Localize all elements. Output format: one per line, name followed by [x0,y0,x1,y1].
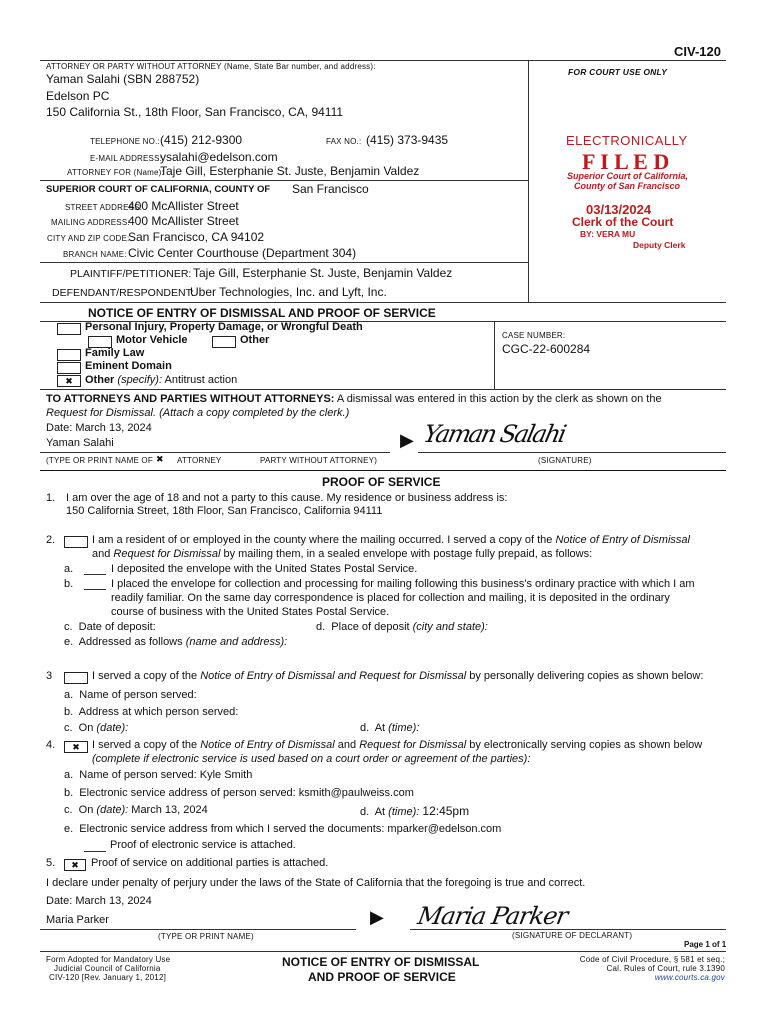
attorney-for-value: Taje Gill, Esterphanie St. Juste, Benjamin Valdez [160,164,420,178]
option-other-specify-label: Other [85,374,115,386]
notice-date: Date: March 13, 2024 [46,422,152,434]
footer-left-3: CIV-120 [Rev. January 1, 2012] [49,973,167,982]
footer-left-1: Form Adopted for Mandatory Use [46,955,171,964]
electronically-stamp: ELECTRONICALLY [566,133,688,148]
attorney-for-label: ATTORNEY FOR (Name): [67,168,164,177]
option-motor-vehicle: Motor Vehicle [116,334,188,346]
item-3a-label: Name of person served: [79,689,197,701]
telephone-value: (415) 212-9300 [160,133,243,147]
item-3-text-2: by personally delivering copies as shown below: [469,670,704,682]
option-other-value: Antitrust action [164,374,238,386]
item-4-italic-2: Request for Dismissal [359,739,467,751]
declaration-date: Date: March 13, 2024 [46,895,152,907]
item-4c-label: On [78,804,94,816]
declaration: I declare under penalty of perjury under the laws of the State of California that the foregoing is true and correct. [46,877,586,889]
branch-value: Civic Center Courthouse (Department 304) [128,246,357,260]
branch-label: BRANCH NAME: [63,250,127,259]
option-other-specify [85,374,237,386]
item-2b-line1: I placed the envelope for collection and processing for mailing following this business's ordinary practice with which I am [111,578,695,590]
to-attorneys-text: A dismissal was entered in this action by the clerk as shown on the [336,393,662,405]
item-1-number: 1. [46,492,56,504]
plaintiff-label: PLAINTIFF/PETITIONER: [70,268,192,280]
email-value: ysalahi@edelson.com [160,150,278,164]
item-2-italic-a: Notice of Entry of Dismissal [555,534,690,546]
item-4d-value: 12:45pm [422,804,470,818]
item-4d-label: At [374,806,386,818]
item-4c: c. On (date): March 13, 2024 [64,804,208,816]
item-2-text-b1: and [92,548,111,560]
declarant-signature-rule [410,929,726,930]
item-2d-label: Place of deposit [331,621,410,633]
item-2b-line2: readily familiar. On the same day correspondence is placed for collection and mailing, it is deposited in the ordinary [111,592,670,604]
attorney-signature: Yaman Salahi [421,420,568,448]
party-option: PARTY WITHOUT ATTORNEY) [260,456,378,465]
option-personal-injury: Personal Injury, Property Damage, or Wrongful Death [85,321,363,333]
item-4c-italic: (date): [96,804,129,816]
item-4b-text: Electronic service address of person served: ksmith@paulweiss.com [79,787,414,799]
plaintiff-value: Taje Gill, Esterphanie St. Juste, Benjamin Valdez [193,266,453,280]
attorney-check-icon: ✖ [156,454,164,464]
item-2d: d. Place of deposit (city and state): [316,621,488,633]
options-rule [40,389,726,390]
item-2-line1 [92,534,690,546]
street-label: STREET ADDRESS: [65,203,143,212]
footer-center-1: NOTICE OF ENTRY OF DISMISSAL [282,955,480,969]
item-3d-italic: (time): [388,722,420,734]
declarant-name: Maria Parker [46,914,109,926]
pos-top-rule [40,470,726,471]
item-3c-label: On [78,722,94,734]
city-label: CITY AND ZIP CODE: [47,234,130,243]
item-3b-label: Address at which person served: [78,706,239,718]
item-2e: e. Addressed as follows (name and address): [64,636,288,648]
arrow-pointer-icon: ▶ [400,430,414,450]
item-3a: a. Name of person served: [64,689,197,701]
notice-title: NOTICE OF ENTRY OF DISMISSAL AND PROOF OF SERVICE [88,306,436,320]
attorney-block-rule [40,180,528,181]
item-2e-italic: (name and address): [185,636,288,648]
street-value: 400 McAllister Street [128,199,239,213]
stamp-clerk: Clerk of the Court [572,215,674,229]
item-2-number: 2. [46,534,56,546]
item-4-number: 4. [46,739,56,751]
signature-rule [418,452,726,453]
item-2b-line3: course of business with the United States Postal Service. [111,606,390,618]
attorney-firm: Edelson PC [46,89,110,103]
stamp-court-line2: County of San Francisco [574,181,681,191]
item-2a-blank[interactable] [84,574,106,575]
item-4e-text: Electronic service address from which I served the documents: mparker@edelson.com [79,823,502,835]
stamp-date: 03/13/2024 [586,202,652,217]
item-2d-italic: (city and state): [412,621,488,633]
item-3b: b. Address at which person served: [64,706,239,718]
item-3d-label: At [374,722,386,734]
checkbox-item-3[interactable] [64,672,88,684]
option-family-law: Family Law [85,347,145,359]
form-id: CIV-120 [674,44,721,59]
attorney-option: ATTORNEY [177,456,222,465]
item-5: Proof of service on additional parties is attached. [91,857,329,869]
footer-center-2: AND PROOF OF SERVICE [308,970,456,984]
stamp-by: BY: VERA MU [580,229,636,239]
item-2a: I deposited the envelope with the United States Postal Service. [111,563,418,575]
page-number: Page 1 of 1 [684,940,727,949]
item-2c-label: Date of deposit: [78,621,156,633]
item-2e-label: Addressed as follows [78,636,183,648]
item-4d-italic: (time): [388,806,420,818]
item-2b-blank[interactable] [84,589,106,590]
stamp-court-line1: Superior Court of California, [567,171,689,181]
request-line: Request for Dismissal. (Attach a copy completed by the clerk.) [46,407,350,419]
checkbox-family-law[interactable] [57,349,81,361]
signature-label: (SIGNATURE) [538,456,592,465]
checkbox-other-pi[interactable] [212,336,236,348]
to-attorneys-bold: TO ATTORNEYS AND PARTIES WITHOUT ATTORNEYS: [46,393,335,405]
case-number-label: CASE NUMBER: [502,331,566,340]
item-3c: c. On (date): [64,722,129,734]
court-block-rule [40,262,528,263]
footer-left-2: Judicial Council of California [54,964,161,973]
arrow-pointer-icon-2: ▶ [370,907,384,927]
court-use-divider [528,60,529,302]
checkbox-item-4[interactable]: ✖ [64,741,88,753]
footer-rule [40,951,726,952]
attorney-address: 150 California St., 18th Floor, San Francisco, CA, 94111 [46,105,344,119]
email-label: E-MAIL ADDRESS: [90,154,163,163]
item-4b: b. Electronic service address of person served: ksmith@paulweiss.com [64,787,414,799]
item-4c-value: March 13, 2024 [131,804,208,816]
checkbox-item-5[interactable]: ✖ [64,859,86,871]
item-2-text-b2: by mailing them, in a sealed envelope with postage fully prepaid, as follows: [223,548,593,560]
item-2c: c. Date of deposit: [64,621,156,633]
item-4-text-2: and [337,739,357,751]
option-other-pi: Other [240,334,270,346]
case-number-value: CGC-22-600284 [502,342,591,356]
checkbox-other-specify[interactable]: ✖ [57,375,81,387]
item-4-text-1: I served a copy of the [92,739,198,751]
item-3-line [92,670,703,682]
filed-stamp: F I L E D [582,149,670,174]
item-4f-blank[interactable] [84,851,106,852]
type-print-label: (TYPE OR PRINT NAME OF [46,456,153,465]
header-top-rule [40,60,726,61]
item-2a-letter: a. [64,563,74,575]
item-2-line2 [92,548,592,560]
notice-signer: Yaman Salahi [46,437,114,449]
item-4d: d. At (time): 12:45pm [360,804,470,818]
item-4a: a. Name of person served: Kyle Smith [64,769,253,781]
attorney-header-label: ATTORNEY OR PARTY WITHOUT ATTORNEY (Name, State Bar number, and address): [46,62,376,71]
parties-rule [40,302,726,303]
item-3-italic: Notice of Entry of Dismissal and Request for Dismissal [200,670,467,682]
fax-label: FAX NO.: [326,137,362,146]
telephone-label: TELEPHONE NO.: [90,137,160,146]
item-4-line [92,739,702,751]
option-other-specify-italic: (specify): [117,374,163,386]
footer-right-1: Code of Civil Procedure, § 581 et seq.; [579,955,725,964]
item-4-text-3: by electronically serving copies as shown below [469,739,703,751]
city-value: San Francisco, CA 94102 [128,230,265,244]
footer-courts-link[interactable]: www.courts.ca.gov [654,973,725,982]
signature-declarant-label: (SIGNATURE OF DECLARANT) [512,931,633,940]
item-2-italic-b: Request for Dismissal [113,548,221,560]
footer-right-2: Cal. Rules of Court, rule 3.1390 [606,964,725,973]
item-4-sub: (complete if electronic service is used based on a court order or agreement of the parties): [92,753,531,765]
item-2b-letter: b. [64,578,74,590]
fax-value: (415) 373-9435 [366,133,449,147]
item-4-italic-1: Notice of Entry of Dismissal [200,739,335,751]
mailing-value: 400 McAllister Street [128,214,239,228]
item-3c-italic: (date): [96,722,129,734]
item-3-text-1: I served a copy of the [92,670,198,682]
to-attorneys-line [46,393,662,405]
item-4e: e. Electronic service address from which I served the documents: mparker@edelson.com [64,823,502,835]
declarant-signature: Maria Parker [415,902,570,930]
mailing-label: MAILING ADDRESS: [51,218,130,227]
stamp-deputy: Deputy Clerk [633,240,686,250]
notice-name-rule [40,452,390,453]
court-use-label: FOR COURT USE ONLY [568,67,668,77]
item-4f: Proof of electronic service is attached. [110,839,296,851]
item-1-address: 150 California Street, 18th Floor, San Francisco, California 94111 [66,505,383,517]
type-print-name-label: (TYPE OR PRINT NAME) [158,932,254,941]
case-number-divider [494,321,495,389]
item-2-text-a: I am a resident of or employed in the county where the mailing occurred. I served a copy of the [92,534,553,546]
option-eminent-domain: Eminent Domain [85,360,172,372]
court-title: SUPERIOR COURT OF CALIFORNIA, COUNTY OF [46,184,271,195]
declarant-name-rule [40,929,356,930]
item-4a-text: Name of person served: Kyle Smith [79,769,253,781]
item-3d: d. At (time): [360,722,420,734]
checkbox-personal-injury[interactable] [57,323,81,335]
item-1: I am over the age of 18 and not a party to this cause. My residence or business address is: [66,492,508,504]
checkbox-item-2[interactable] [64,536,88,548]
defendant-value: Uber Technologies, Inc. and Lyft, Inc. [190,285,387,299]
pos-title: PROOF OF SERVICE [322,475,441,489]
court-county: San Francisco [292,182,369,196]
item-3-number: 3 [46,670,53,682]
defendant-label: DEFENDANT/RESPONDENT: [52,287,194,299]
checkbox-eminent-domain[interactable] [57,362,81,374]
attorney-name: Yaman Salahi (SBN 288752) [46,72,200,86]
item-5-number: 5. [46,857,56,869]
